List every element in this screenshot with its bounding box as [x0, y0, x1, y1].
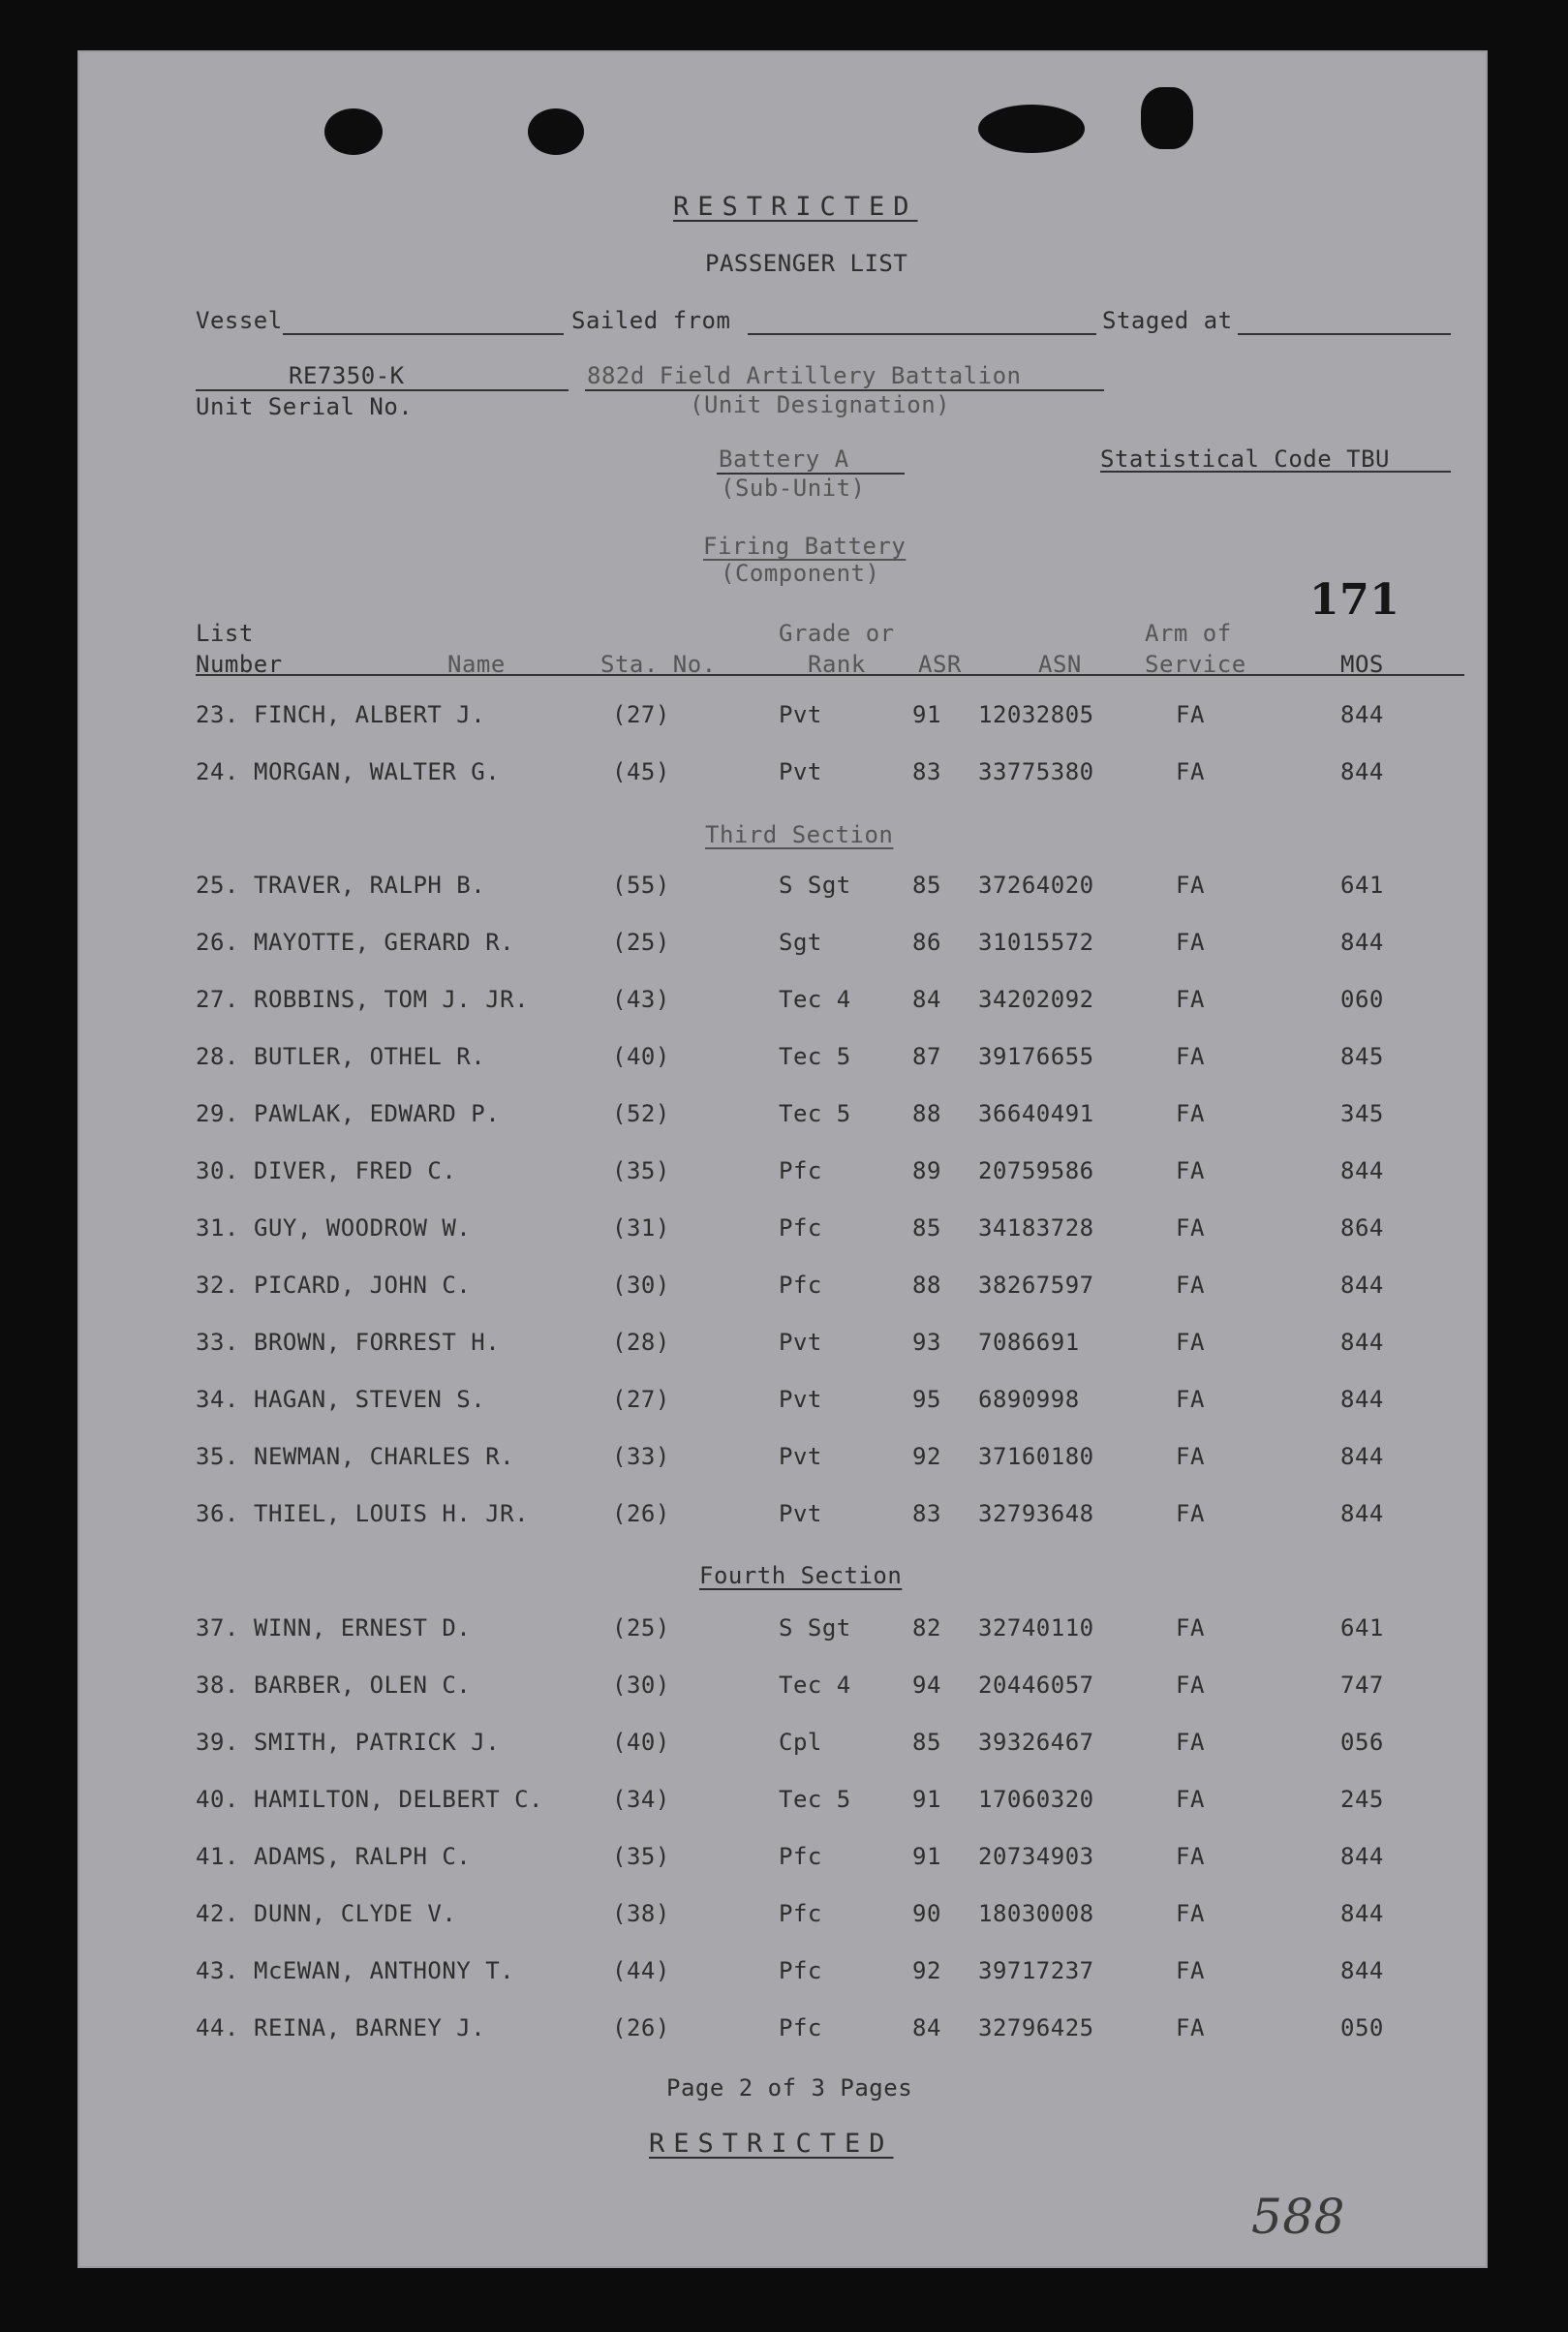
- list-number: 35.: [196, 1443, 239, 1470]
- list-number: 28.: [196, 1043, 239, 1070]
- passenger-name: FINCH, ALBERT J.: [254, 701, 486, 728]
- sta-number: (35): [612, 1843, 670, 1870]
- sta-number: (30): [612, 1672, 670, 1699]
- asr-score: 84: [912, 986, 941, 1013]
- asr-score: 87: [912, 1043, 941, 1070]
- asn-number: 37160180: [978, 1443, 1094, 1470]
- list-number: 29.: [196, 1100, 239, 1127]
- asn-number: 39326467: [978, 1729, 1094, 1756]
- rank: Pvt: [779, 1386, 822, 1413]
- asr-score: 85: [912, 872, 941, 899]
- rank: Pfc: [779, 1957, 822, 1984]
- mos-code: 844: [1340, 1843, 1384, 1870]
- list-number: 38.: [196, 1672, 239, 1699]
- arm-of-service: FA: [1176, 1729, 1205, 1756]
- header-rule: [196, 674, 1464, 676]
- mos-code: 844: [1340, 929, 1384, 956]
- arm-of-service: FA: [1176, 1100, 1205, 1127]
- passenger-name: DUNN, CLYDE V.: [254, 1900, 457, 1927]
- vessel-line: [283, 333, 564, 335]
- arm-of-service: FA: [1176, 1957, 1205, 1984]
- asr-score: 94: [912, 1672, 941, 1699]
- staged-line: [1238, 333, 1451, 335]
- unit-serial-value: RE7350-K: [289, 362, 405, 389]
- rank: Cpl: [779, 1729, 822, 1756]
- sta-number: (25): [612, 929, 670, 956]
- col-asn-label: ASN: [1038, 651, 1082, 678]
- list-number: 37.: [196, 1614, 239, 1642]
- list-number: 27.: [196, 986, 239, 1013]
- passenger-name: BARBER, OLEN C.: [254, 1672, 472, 1699]
- sta-number: (26): [612, 1500, 670, 1527]
- list-number: 31.: [196, 1214, 239, 1242]
- rank: Pfc: [779, 1214, 822, 1242]
- asr-score: 95: [912, 1386, 941, 1413]
- list-number: 36.: [196, 1500, 239, 1527]
- mos-code: 864: [1340, 1214, 1384, 1242]
- list-number: 43.: [196, 1957, 239, 1984]
- mos-code: 844: [1340, 1500, 1384, 1527]
- list-number: 26.: [196, 929, 239, 956]
- sta-number: (27): [612, 701, 670, 728]
- arm-of-service: FA: [1176, 1900, 1205, 1927]
- page-count: Page 2 of 3 Pages: [666, 2074, 913, 2102]
- passenger-name: ROBBINS, TOM J. JR.: [254, 986, 530, 1013]
- sta-number: (38): [612, 1900, 670, 1927]
- list-number: 39.: [196, 1729, 239, 1756]
- asn-number: 39176655: [978, 1043, 1094, 1070]
- sta-number: (26): [612, 2014, 670, 2041]
- mos-code: 641: [1340, 872, 1384, 899]
- asn-number: 20759586: [978, 1157, 1094, 1184]
- rank: Pfc: [779, 1272, 822, 1299]
- col-asr-label: ASR: [918, 651, 962, 678]
- arm-of-service: FA: [1176, 1614, 1205, 1642]
- asn-number: 31015572: [978, 929, 1094, 956]
- sailed-from-label: Sailed from: [571, 307, 731, 334]
- arm-of-service: FA: [1176, 1843, 1205, 1870]
- passenger-name: SMITH, PATRICK J.: [254, 1729, 501, 1756]
- passenger-name: HAMILTON, DELBERT C.: [254, 1786, 543, 1813]
- asr-score: 89: [912, 1157, 941, 1184]
- asr-score: 92: [912, 1443, 941, 1470]
- section-heading-third: Third Section: [705, 821, 894, 848]
- arm-of-service: FA: [1176, 2014, 1205, 2041]
- sub-unit-value: Battery A: [719, 445, 849, 473]
- rank: Pfc: [779, 2014, 822, 2041]
- sta-number: (35): [612, 1157, 670, 1184]
- rank: Tec 5: [779, 1786, 851, 1813]
- passenger-name: GUY, WOODROW W.: [254, 1214, 472, 1242]
- sta-number: (55): [612, 872, 670, 899]
- rank: Tec 5: [779, 1043, 851, 1070]
- sta-number: (43): [612, 986, 670, 1013]
- col-mos-label: MOS: [1340, 651, 1384, 678]
- passenger-name: NEWMAN, CHARLES R.: [254, 1443, 515, 1470]
- list-number: 40.: [196, 1786, 239, 1813]
- list-number: 44.: [196, 2014, 239, 2041]
- col-grade-label: Grade or: [779, 620, 895, 647]
- arm-of-service: FA: [1176, 986, 1205, 1013]
- asr-score: 91: [912, 701, 941, 728]
- document-title: PASSENGER LIST: [705, 250, 908, 277]
- sta-number: (45): [612, 758, 670, 785]
- sta-number: (28): [612, 1329, 670, 1356]
- unit-designation-value: 882d Field Artillery Battalion: [587, 362, 1022, 389]
- staged-at-label: Staged at: [1102, 307, 1233, 334]
- rank: Pvt: [779, 701, 822, 728]
- asn-number: 34183728: [978, 1214, 1094, 1242]
- passenger-name: DIVER, FRED C.: [254, 1157, 457, 1184]
- asn-number: 34202092: [978, 986, 1094, 1013]
- asn-number: 20734903: [978, 1843, 1094, 1870]
- arm-of-service: FA: [1176, 1500, 1205, 1527]
- mos-code: 245: [1340, 1786, 1384, 1813]
- asn-number: 20446057: [978, 1672, 1094, 1699]
- mos-code: 345: [1340, 1100, 1384, 1127]
- unit-serial-line: [196, 389, 569, 391]
- mos-code: 844: [1340, 1957, 1384, 1984]
- rank: Pvt: [779, 1329, 822, 1356]
- mos-code: 844: [1340, 1272, 1384, 1299]
- sta-number: (31): [612, 1214, 670, 1242]
- passenger-name: MAYOTTE, GERARD R.: [254, 929, 515, 956]
- passenger-name: ADAMS, RALPH C.: [254, 1843, 472, 1870]
- col-service-label: Service: [1145, 651, 1246, 678]
- rank: Pvt: [779, 1443, 822, 1470]
- col-number-label: Number: [196, 651, 283, 678]
- arm-of-service: FA: [1176, 1443, 1205, 1470]
- rank: Pvt: [779, 1500, 822, 1527]
- asn-number: 38267597: [978, 1272, 1094, 1299]
- classification-bottom: RESTRICTED: [649, 2129, 894, 2159]
- arm-of-service: FA: [1176, 1043, 1205, 1070]
- rank: S Sgt: [779, 872, 851, 899]
- handwritten-archive-number: 588: [1251, 2189, 1345, 2245]
- list-number: 42.: [196, 1900, 239, 1927]
- list-number: 23.: [196, 701, 239, 728]
- passenger-name: WINN, ERNEST D.: [254, 1614, 472, 1642]
- asr-score: 91: [912, 1843, 941, 1870]
- punch-hole: [978, 105, 1085, 153]
- asr-score: 84: [912, 2014, 941, 2041]
- asr-score: 83: [912, 758, 941, 785]
- list-number: 34.: [196, 1386, 239, 1413]
- classification-top: RESTRICTED: [673, 192, 918, 222]
- asn-number: 32796425: [978, 2014, 1094, 2041]
- sta-number: (34): [612, 1786, 670, 1813]
- rank: Tec 4: [779, 1672, 851, 1699]
- arm-of-service: FA: [1176, 1272, 1205, 1299]
- section-heading-fourth: Fourth Section: [699, 1562, 903, 1589]
- asn-number: 7086691: [978, 1329, 1080, 1356]
- col-name-label: Name: [447, 651, 506, 678]
- asn-number: 32740110: [978, 1614, 1094, 1642]
- passenger-name: MORGAN, WALTER G.: [254, 758, 501, 785]
- asn-number: 39717237: [978, 1957, 1094, 1984]
- sta-number: (40): [612, 1729, 670, 1756]
- mos-code: 844: [1340, 1329, 1384, 1356]
- mos-code: 844: [1340, 758, 1384, 785]
- arm-of-service: FA: [1176, 1214, 1205, 1242]
- asr-score: 83: [912, 1500, 941, 1527]
- unit-designation-label: (Unit Designation): [690, 391, 951, 418]
- sailed-line: [748, 333, 1096, 335]
- asn-number: 6890998: [978, 1386, 1080, 1413]
- arm-of-service: FA: [1176, 929, 1205, 956]
- arm-of-service: FA: [1176, 872, 1205, 899]
- component-value: Firing Battery: [703, 533, 907, 560]
- arm-of-service: FA: [1176, 701, 1205, 728]
- punch-hole: [528, 108, 584, 155]
- arm-of-service: FA: [1176, 1786, 1205, 1813]
- passenger-name: BUTLER, OTHEL R.: [254, 1043, 486, 1070]
- asr-score: 91: [912, 1786, 941, 1813]
- col-rank-label: Rank: [808, 651, 866, 678]
- rank: Tec 5: [779, 1100, 851, 1127]
- sta-number: (52): [612, 1100, 670, 1127]
- asr-score: 85: [912, 1214, 941, 1242]
- punch-hole: [324, 108, 383, 155]
- asn-number: 37264020: [978, 872, 1094, 899]
- arm-of-service: FA: [1176, 1386, 1205, 1413]
- punch-hole: [1141, 87, 1193, 149]
- mos-code: 844: [1340, 1386, 1384, 1413]
- rank: Pfc: [779, 1157, 822, 1184]
- list-number: 24.: [196, 758, 239, 785]
- asr-score: 92: [912, 1957, 941, 1984]
- asn-number: 32793648: [978, 1500, 1094, 1527]
- passenger-name: TRAVER, RALPH B.: [254, 872, 486, 899]
- mos-code: 641: [1340, 1614, 1384, 1642]
- asn-number: 18030008: [978, 1900, 1094, 1927]
- asr-score: 90: [912, 1900, 941, 1927]
- unit-serial-label: Unit Serial No.: [196, 393, 414, 420]
- arm-of-service: FA: [1176, 758, 1205, 785]
- asn-number: 36640491: [978, 1100, 1094, 1127]
- list-number: 33.: [196, 1329, 239, 1356]
- col-arm-label: Arm of: [1145, 620, 1232, 647]
- mos-code: 844: [1340, 1900, 1384, 1927]
- list-number: 41.: [196, 1843, 239, 1870]
- list-number: 25.: [196, 872, 239, 899]
- statistical-code: Statistical Code TBU: [1100, 445, 1390, 473]
- mos-code: 056: [1340, 1729, 1384, 1756]
- mos-code: 844: [1340, 1443, 1384, 1470]
- sta-number: (30): [612, 1272, 670, 1299]
- passenger-name: HAGAN, STEVEN S.: [254, 1386, 486, 1413]
- rank: Pfc: [779, 1900, 822, 1927]
- sta-number: (25): [612, 1614, 670, 1642]
- asr-score: 93: [912, 1329, 941, 1356]
- passenger-name: THIEL, LOUIS H. JR.: [254, 1500, 530, 1527]
- rank: Tec 4: [779, 986, 851, 1013]
- sub-unit-label: (Sub-Unit): [721, 475, 866, 502]
- handwritten-page-number: 171: [1309, 575, 1400, 625]
- vessel-label: Vessel: [196, 307, 283, 334]
- rank: S Sgt: [779, 1614, 851, 1642]
- rank: Sgt: [779, 929, 822, 956]
- arm-of-service: FA: [1176, 1157, 1205, 1184]
- rank: Pvt: [779, 758, 822, 785]
- passenger-name: McEWAN, ANTHONY T.: [254, 1957, 515, 1984]
- list-number: 32.: [196, 1272, 239, 1299]
- sta-number: (40): [612, 1043, 670, 1070]
- passenger-name: PICARD, JOHN C.: [254, 1272, 472, 1299]
- mos-code: 747: [1340, 1672, 1384, 1699]
- arm-of-service: FA: [1176, 1329, 1205, 1356]
- list-number: 30.: [196, 1157, 239, 1184]
- rank: Pfc: [779, 1843, 822, 1870]
- passenger-name: REINA, BARNEY J.: [254, 2014, 486, 2041]
- col-list-label: List: [196, 620, 254, 647]
- sta-number: (44): [612, 1957, 670, 1984]
- asn-number: 12032805: [978, 701, 1094, 728]
- mos-code: 060: [1340, 986, 1384, 1013]
- asr-score: 85: [912, 1729, 941, 1756]
- sta-number: (27): [612, 1386, 670, 1413]
- asr-score: 86: [912, 929, 941, 956]
- mos-code: 844: [1340, 701, 1384, 728]
- mos-code: 050: [1340, 2014, 1384, 2041]
- passenger-name: PAWLAK, EDWARD P.: [254, 1100, 501, 1127]
- passenger-name: BROWN, FORREST H.: [254, 1329, 501, 1356]
- asn-number: 17060320: [978, 1786, 1094, 1813]
- sta-number: (33): [612, 1443, 670, 1470]
- mos-code: 844: [1340, 1157, 1384, 1184]
- stat-code-line: [1100, 471, 1451, 473]
- asr-score: 82: [912, 1614, 941, 1642]
- asn-number: 33775380: [978, 758, 1094, 785]
- arm-of-service: FA: [1176, 1672, 1205, 1699]
- asr-score: 88: [912, 1272, 941, 1299]
- asr-score: 88: [912, 1100, 941, 1127]
- col-sta-label: Sta. No.: [600, 651, 717, 678]
- mos-code: 845: [1340, 1043, 1384, 1070]
- component-label: (Component): [721, 560, 880, 587]
